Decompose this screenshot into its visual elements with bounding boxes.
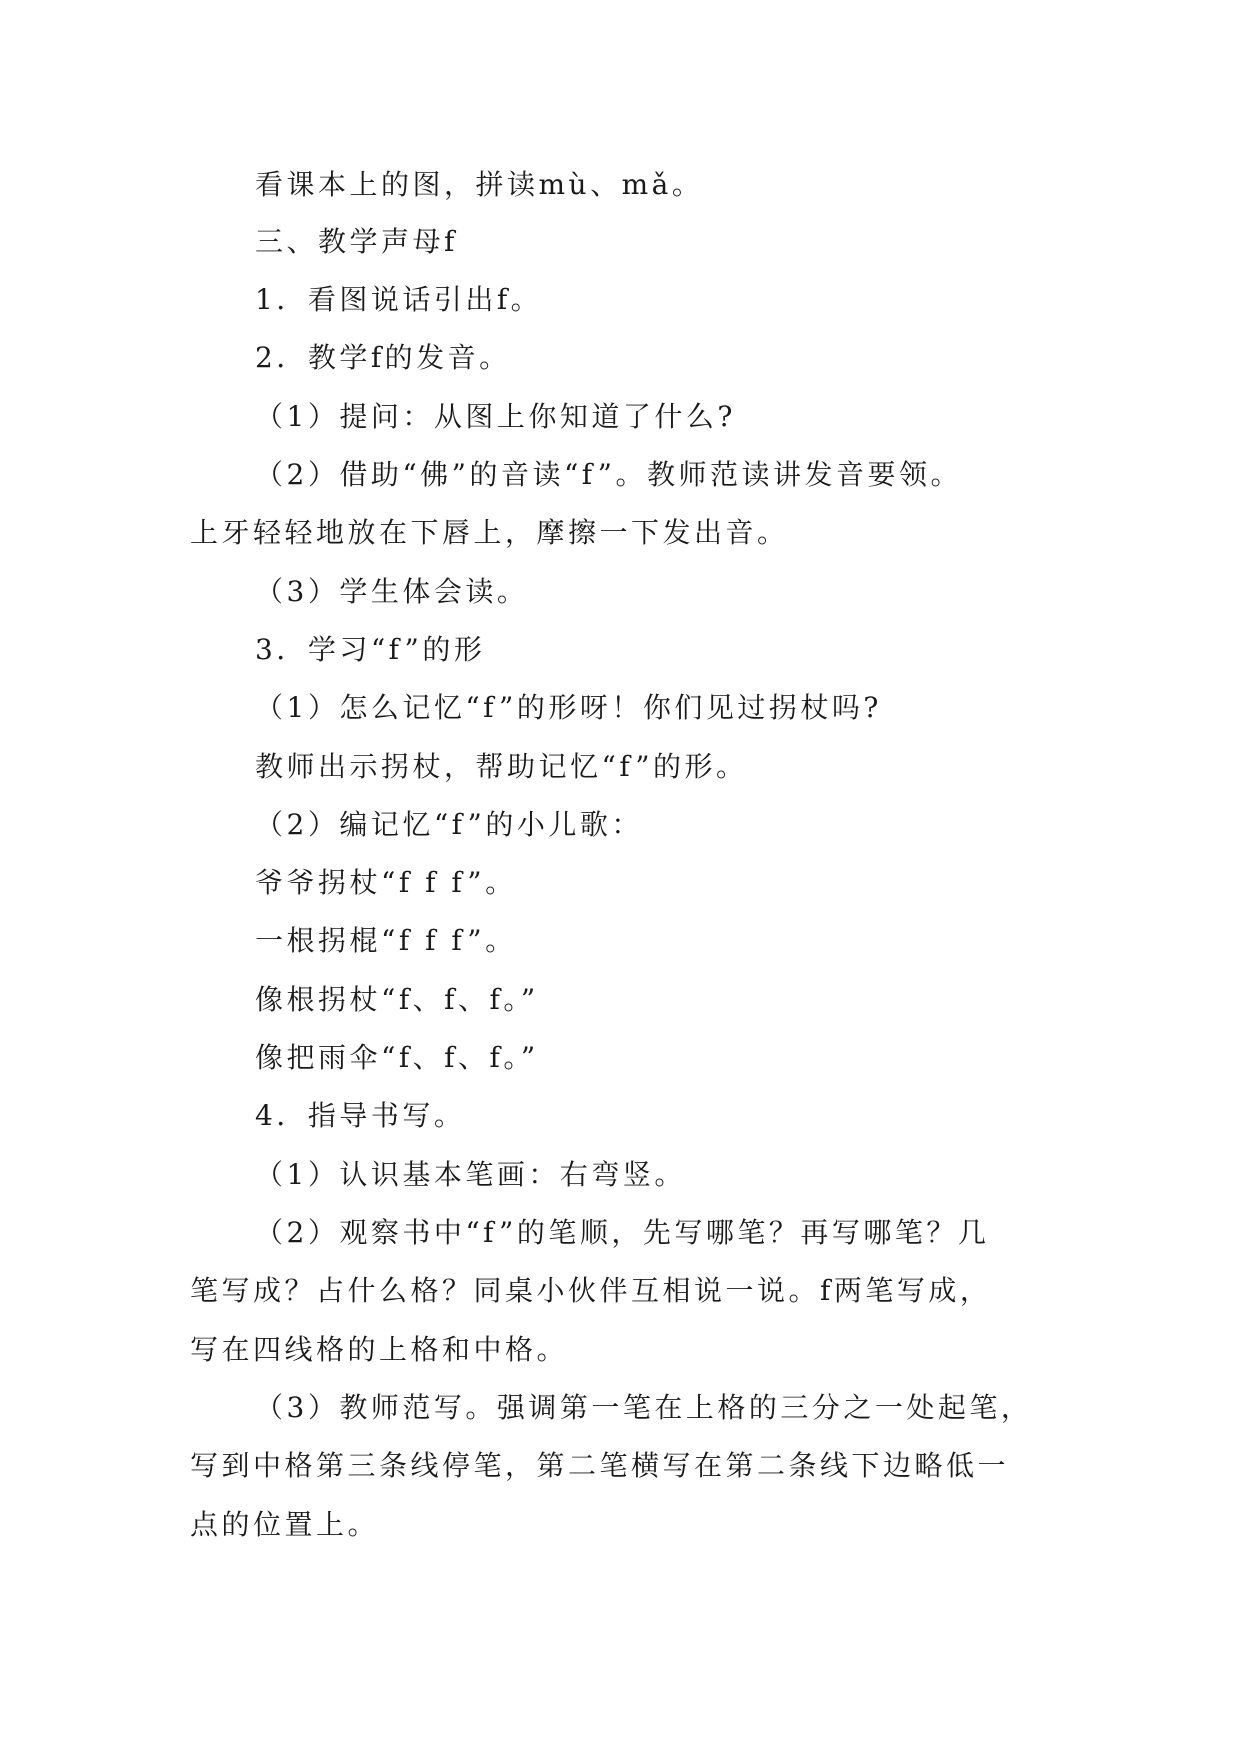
text-line-12: （2）编记忆“f”的小儿歌： (255, 808, 643, 841)
text-line-4: 2．教学f的发音。 (255, 341, 511, 374)
text-line-24: 点的位置上。 (190, 1508, 380, 1541)
text-line-9: 3．学习“f”的形 (255, 633, 486, 666)
text-line-19: （2）观察书中“f”的笔顺，先写哪笔？再写哪笔？几 (255, 1216, 990, 1249)
text-line-20: 笔写成？占什么格？同桌小伙伴互相说一说。f两笔写成， (190, 1274, 992, 1307)
rhyme-line-4: 像把雨伞“f、f、f。” (255, 1041, 539, 1074)
rhyme-line-1: 爷爷拐杖“f f f”。 (255, 866, 517, 899)
text-line-17: 4．指导书写。 (255, 1099, 466, 1132)
text-line-10: （1）怎么记忆“f”的形呀！你们见过拐杖吗? (255, 691, 882, 724)
text-line-23: 写到中格第三条线停笔，第二笔横写在第二条线下边略低一 (190, 1449, 1010, 1482)
rhyme-line-2: 一根拐棍“f f f”。 (255, 924, 517, 957)
section-heading-3: 三、教学声母f (255, 225, 458, 258)
text-line-5: （1）提问：从图上你知道了什么? (255, 400, 736, 433)
text-line-1: 看课本上的图，拼读mù、mǎ。 (255, 168, 704, 201)
text-line-21: 写在四线格的上格和中格。 (190, 1333, 569, 1366)
text-line-22: （3）教师范写。强调第一笔在上格的三分之一处起笔， (255, 1391, 1033, 1424)
text-line-7: 上牙轻轻地放在下唇上，摩擦一下发出音。 (190, 516, 789, 549)
text-line-11: 教师出示拐杖，帮助记忆“f”的形。 (255, 750, 748, 783)
text-line-6: （2）借助“佛”的音读“f”。教师范读讲发音要领。 (255, 458, 963, 491)
text-line-3: 1．看图说话引出f。 (255, 283, 543, 316)
rhyme-line-3: 像根拐杖“f、f、f。” (255, 983, 539, 1016)
text-line-18: （1）认识基本笔画：右弯竖。 (255, 1158, 686, 1191)
text-line-8: （3）学生体会读。 (255, 575, 529, 608)
